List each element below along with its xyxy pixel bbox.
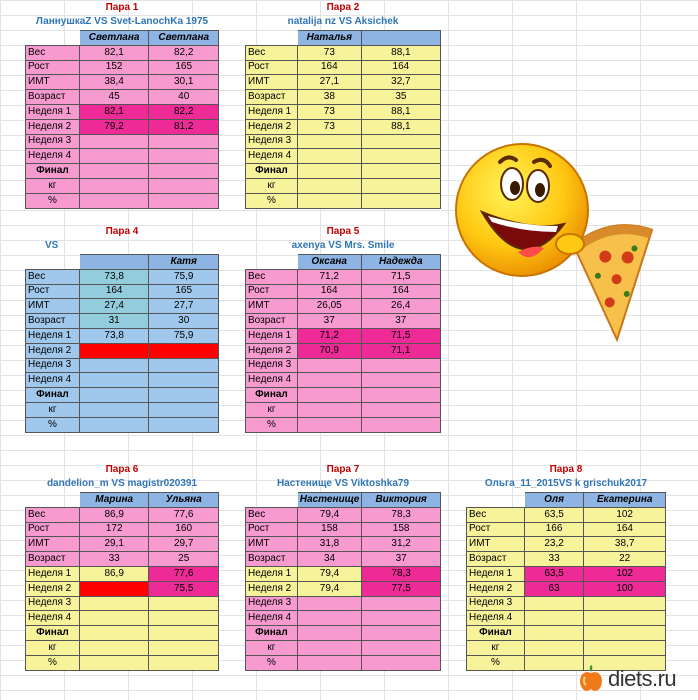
table-row: Рост 164 165 xyxy=(26,284,219,299)
pair-names: Ольга_11_2015VS k grischuk2017 xyxy=(484,478,648,489)
table-row: Финал xyxy=(26,164,219,179)
name-col2: Ульяна xyxy=(149,493,219,508)
table-row: Неделя 4 xyxy=(26,149,219,164)
table-row: Неделя 4 xyxy=(246,611,441,626)
table-row: Вес 63,5 102 xyxy=(467,507,666,522)
table-row: ИМТ 27,1 32,7 xyxy=(246,75,441,90)
table-row: Финал xyxy=(246,164,441,179)
table-row: Финал xyxy=(246,626,441,641)
table-row: Неделя 1 86,9 77,6 xyxy=(26,566,219,581)
table-row: Неделя 1 71,2 71,5 xyxy=(246,328,441,343)
table-row: % xyxy=(246,655,441,670)
table-row: Неделя 3 xyxy=(246,358,441,373)
pair-names: dandelion_m VS magistr020391 xyxy=(46,478,198,489)
name-col2 xyxy=(361,31,440,46)
table-row: Вес 71,2 71,5 xyxy=(246,269,441,284)
pair-table xyxy=(25,30,219,209)
table-row: % xyxy=(26,193,219,208)
table-row: Рост 164 164 xyxy=(246,60,441,75)
table-row: Неделя 3 xyxy=(26,358,219,373)
table-row: кг xyxy=(26,640,219,655)
table-row: Неделя 4 xyxy=(26,373,219,388)
table-row: Неделя 3 xyxy=(246,134,441,149)
pair-names: axenya VS Mrs. Smile xyxy=(291,240,395,251)
table-row: Рост 158 158 xyxy=(246,522,441,537)
table-row: Возраст 45 40 xyxy=(26,90,219,105)
diets-logo[interactable] xyxy=(578,664,698,694)
apple-icon xyxy=(578,665,604,693)
table-row: ИМТ 27,4 27,7 xyxy=(26,299,219,314)
table-row: Рост 172 160 xyxy=(26,522,219,537)
table-row: Неделя 2 xyxy=(26,343,219,358)
table-row: Возраст 33 22 xyxy=(467,552,666,567)
name-col2: Екатерина xyxy=(584,493,666,508)
pair-table xyxy=(245,30,441,209)
table-row: кг xyxy=(26,178,219,193)
table-row: Неделя 4 xyxy=(246,149,441,164)
table-row: кг xyxy=(246,640,441,655)
pair-table xyxy=(466,492,666,671)
table-row: ИМТ 31,8 31,2 xyxy=(246,537,441,552)
table-row: Неделя 1 82,1 82,2 xyxy=(26,104,219,119)
table-row: Неделя 2 63 100 xyxy=(467,581,666,596)
name-col1: Оксана xyxy=(297,255,361,270)
table-row: Вес 73,8 75,9 xyxy=(26,269,219,284)
name-col1: Светлана xyxy=(79,31,149,46)
table-row: ИМТ 23,2 38,7 xyxy=(467,537,666,552)
name-col1: Настенище xyxy=(297,493,361,508)
name-col2: Виктория xyxy=(362,493,441,508)
table-row: % xyxy=(246,417,441,432)
table-row: ИМТ 26,05 26,4 xyxy=(246,299,441,314)
table-row: % xyxy=(26,655,219,670)
name-col1: Оля xyxy=(524,493,583,508)
pair-names: Настенище VS Viktoshka79 xyxy=(276,478,410,489)
pair-names: natalija nz VS Aksichek xyxy=(287,16,399,27)
pair-title: Пара 6 xyxy=(105,464,139,475)
table-row: % xyxy=(246,193,441,208)
table-row: кг xyxy=(26,402,219,417)
table-row: кг xyxy=(246,402,441,417)
pair-names: VS xyxy=(45,240,59,251)
table-row: Неделя 1 73,8 75,9 xyxy=(26,328,219,343)
pair-table xyxy=(25,254,219,433)
table-row: Возраст 38 35 xyxy=(246,90,441,105)
table-row: Неделя 2 70,9 71,1 xyxy=(246,343,441,358)
name-col2: Надежда xyxy=(361,255,440,270)
table-row: ИМТ 38,4 30,1 xyxy=(26,75,219,90)
table-row: Неделя 3 xyxy=(467,596,666,611)
table-row: Неделя 2 79,2 81,2 xyxy=(26,119,219,134)
name-col2: Светлана xyxy=(149,31,219,46)
table-row: Неделя 2 79,4 77,5 xyxy=(246,581,441,596)
name-col2: Катя xyxy=(149,255,219,270)
table-row: Неделя 4 xyxy=(246,373,441,388)
table-row: ИМТ 29,1 29,7 xyxy=(26,537,219,552)
table-row: Неделя 1 73 88,1 xyxy=(246,104,441,119)
table-row: Неделя 3 xyxy=(26,134,219,149)
table-row: Вес 82,1 82,2 xyxy=(26,45,219,60)
name-col1: Марина xyxy=(79,493,149,508)
pair-table xyxy=(25,492,219,671)
table-row: % xyxy=(26,417,219,432)
table-row: Неделя 4 xyxy=(467,611,666,626)
pair-names: ЛаннушкаZ VS Svet-LanochKa 1975 xyxy=(35,16,209,27)
name-col1: Наталья xyxy=(297,31,361,46)
table-row: Возраст 37 37 xyxy=(246,314,441,329)
table-row: Рост 152 165 xyxy=(26,60,219,75)
table-row: кг xyxy=(467,640,666,655)
table-row: Неделя 3 xyxy=(26,596,219,611)
table-row: Рост 164 164 xyxy=(246,284,441,299)
table-row: Вес 73 88,1 xyxy=(246,45,441,60)
table-row: Неделя 3 xyxy=(246,596,441,611)
table-row: Рост 166 164 xyxy=(467,522,666,537)
pair-table xyxy=(245,254,441,433)
table-row: Возраст 34 37 xyxy=(246,552,441,567)
table-row: Неделя 2 75,5 xyxy=(26,581,219,596)
table-row: Возраст 31 30 xyxy=(26,314,219,329)
pair-title: Пара 2 xyxy=(326,2,360,13)
table-row: Финал xyxy=(26,388,219,403)
pair-title: Пара 5 xyxy=(326,226,360,237)
name-col1 xyxy=(79,255,148,270)
table-row: Вес 79,4 78,3 xyxy=(246,507,441,522)
table-row: кг xyxy=(246,178,441,193)
table-row: Финал xyxy=(467,626,666,641)
pair-title: Пара 1 xyxy=(105,2,139,13)
table-row: Неделя 1 63,5 102 xyxy=(467,566,666,581)
table-row: Финал xyxy=(246,388,441,403)
pair-title: Пара 4 xyxy=(105,226,139,237)
table-row: % xyxy=(467,655,666,670)
pair-table xyxy=(245,492,441,671)
table-row: Финал xyxy=(26,626,219,641)
table-row: Возраст 33 25 xyxy=(26,552,219,567)
table-row: Неделя 1 79,4 78,3 xyxy=(246,566,441,581)
pair-title: Пара 8 xyxy=(549,464,583,475)
logo-text: diets.ru xyxy=(608,666,677,691)
table-row: Неделя 4 xyxy=(26,611,219,626)
table-row: Неделя 2 73 88,1 xyxy=(246,119,441,134)
smiley-eating-pizza-icon xyxy=(452,140,672,350)
table-row: Вес 86,9 77,6 xyxy=(26,507,219,522)
pair-title: Пара 7 xyxy=(326,464,360,475)
